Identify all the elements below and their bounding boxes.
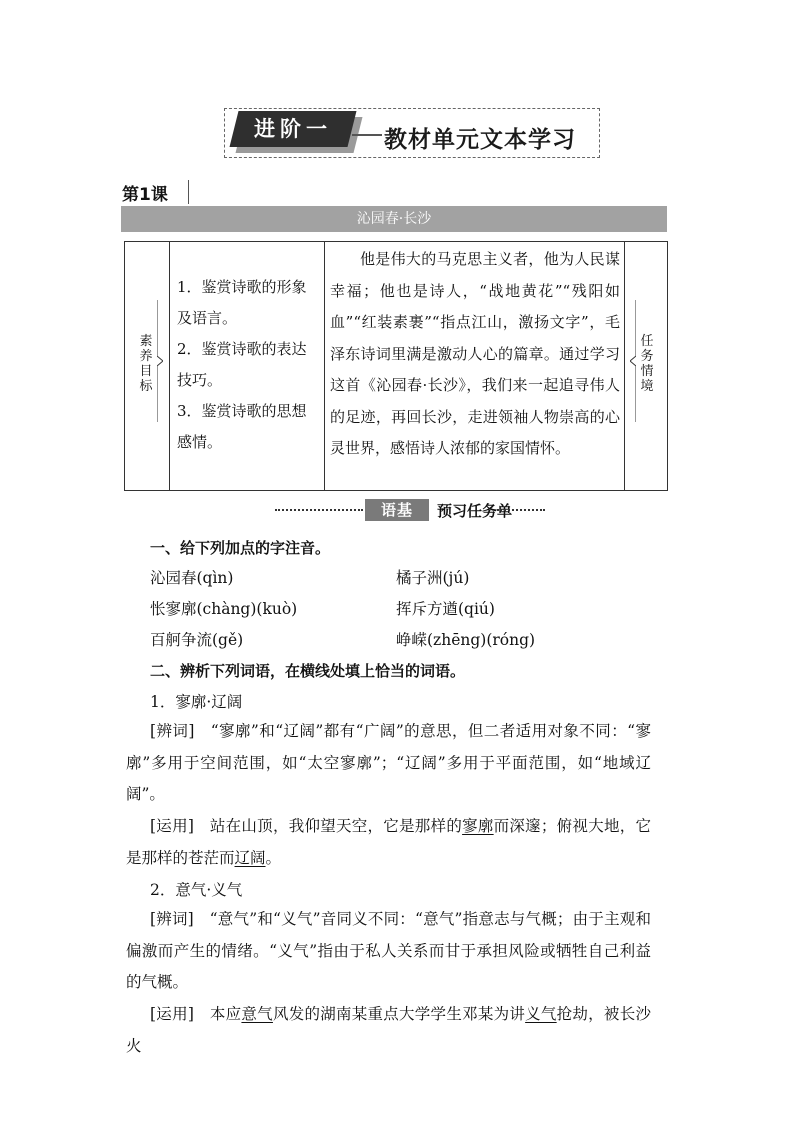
yunyong-text: [运用] 站在山顶，我仰望天空，它是那样的寥廓而深邃；俯视大地，它是那样的苍茫而辽阔。 [126,817,651,867]
bianci-text: [辨词] “意气”和“义气”音同义不同：“意气”指意志与气概；由于主观和偏激而产生的情绪。“义气”指由于私人关系而甘于承担风险或牺牲自己利益的气概。 [126,910,651,991]
section-divider [243,499,553,521]
goals-cell [169,242,325,490]
objectives-table [124,241,668,491]
pinyin-item: 橘子洲(jú) [396,569,470,587]
answer-blank: 辽阔 [234,848,266,867]
scenario-label: 任务情境 [640,334,654,394]
objectives-label: 素养目标 [139,334,153,394]
section-title: 预习任务单 [437,502,513,520]
lesson-divider [188,180,189,204]
lesson-number: 第1课 [122,185,168,205]
objectives-label-cell [125,242,170,490]
answer-blank: 意气 [241,1005,273,1023]
scenario-cell [324,242,625,490]
banner-title: 教材单元文本学习 [384,127,576,153]
dotted-line [497,509,545,511]
goal-item: 1．鉴赏诗歌的形象及语言。 [177,278,307,327]
unit-banner [224,108,600,158]
q2-heading: 二、辨析下列词语，在横线处填上恰当的词语。 [150,662,466,680]
pair-title: 1．寥廓·辽阔 [150,693,243,711]
dotted-line [275,509,363,511]
scenario-label-cell [624,242,668,490]
bracket-icon [157,300,163,422]
goal-item: 2．鉴赏诗歌的表达技巧。 [177,340,307,389]
pinyin-item: 峥嵘(zhēng)(róng) [396,631,536,649]
pinyin-item: 怅寥廓(chàng)(kuò) [150,600,298,618]
pinyin-item: 挥斥方遒(qiú) [396,600,495,618]
answer-blank: 寥廓 [462,817,494,835]
q1-heading: 一、给下列加点的字注音。 [150,539,331,557]
bracket-icon [630,300,636,422]
pinyin-item: 沁园春(qìn) [150,569,234,587]
section-tag: 语基 [380,501,413,519]
lesson-title: 沁园春·长沙 [121,206,667,232]
pair-title: 2．意气·义气 [150,881,243,899]
banner-connector [352,134,382,136]
scenario-text: 他是伟大的马克思主义者，他为人民谋幸福；他也是诗人，“战地黄花”“残阳如血”“红装素裹”“指点江山，激扬文字”，毛泽东诗词里满是激动人心的篇章。通过学习这首《沁园春·长沙》，我们来一起追寻伟人的足迹，再回长沙，走进领袖人物崇高的心灵世界，感悟诗人浓郁的家国情怀。 [330,250,620,457]
banner-tag: 进阶一 [254,117,332,141]
bianci-text: [辨词] “寥廓”和“辽阔”都有“广阔”的意思，但二者适用对象不同：“寥廓”多用于空间范围，如“太空寥廓”；“辽阔”多用于平面范围，如“地域辽阔”。 [126,722,651,803]
pinyin-item: 百舸争流(gě) [150,631,244,649]
goal-item: 3．鉴赏诗歌的思想感情。 [177,402,307,451]
answer-blank: 义气 [525,1005,557,1023]
yunyong-text: [运用] 本应意气风发的湖南某重点大学学生邓某为讲义气抢劫，被长沙火 [126,1005,651,1055]
